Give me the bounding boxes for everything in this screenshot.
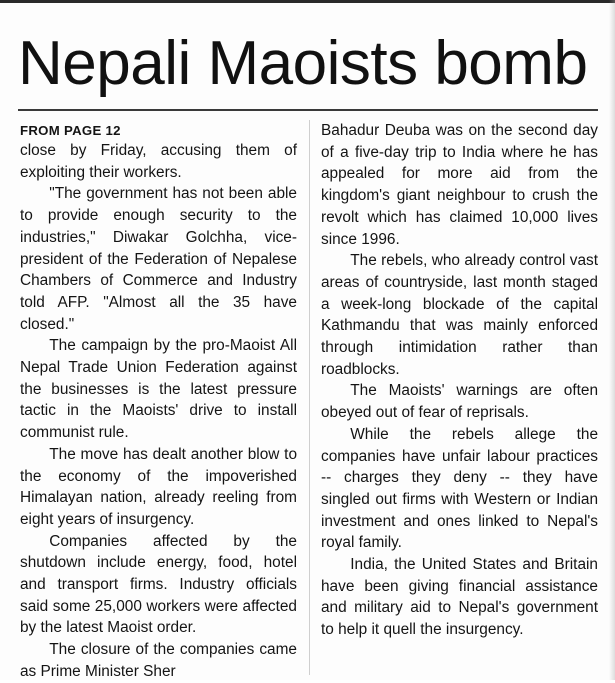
column-gutter — [309, 120, 310, 675]
paragraph: "The government has not been able to provide enough security to the industries," Diwakar Golchha, vice-president of the Federation of Nepalese Chambers of Commerce and Industry told AFP. "Almost all the 35 have closed." — [20, 185, 297, 333]
paragraph: The Maoists' warnings are often obeyed out of fear of reprisals. — [321, 382, 598, 422]
paragraph: close by Friday, accusing them of exploiting their workers. — [20, 142, 297, 181]
paragraph: The rebels, who already control vast areas of countryside, last month staged a week-long blockade of the capital Kathmandu that was mainly enforced through intimidation rather than roadblocks. — [321, 252, 598, 378]
paragraph: The move has dealt another blow to the economy of the impoverished Himalayan nation, already reeling from eight years of insurgency. — [20, 445, 297, 528]
paragraph: India, the United States and Britain have been giving financial assistance and military aid to Nepal's government to help it quell the insurgency. — [321, 556, 598, 639]
article-column-1 — [20, 120, 297, 683]
paragraph: The campaign by the pro-Maoist All Nepal Trade Union Federation against the businesses is the latest pressure tactic in the Maoists' drive to install communist rule. — [20, 337, 297, 442]
continued-from-label: FROM PAGE 12 — [20, 123, 121, 138]
headline-rule — [18, 109, 598, 111]
headline: Nepali Maoists bomb — [18, 29, 588, 98]
article-column-2 — [321, 120, 598, 641]
paragraph: Bahadur Deuba was on the second day of a five-day trip to India where he has appealed for more aid from the kingdom's giant neighbour to crush the revolt which has claimed 10,000 lives since 1996. — [321, 122, 598, 248]
paragraph: While the rebels allege the companies have unfair labour practices -- charges they deny -- they have singled out firms with Western or Indian investment and ones linked to Nepal's royal family. — [321, 425, 598, 552]
page-edge-shadow — [609, 0, 615, 680]
paragraph: The closure of the companies came as Prime Minister Sher — [20, 641, 297, 680]
top-border — [0, 0, 615, 3]
paragraph: Companies affected by the shutdown include energy, food, hotel and transport firms. Industry officials said some 25,000 workers were affected by the latest Maoist order. — [20, 532, 297, 637]
